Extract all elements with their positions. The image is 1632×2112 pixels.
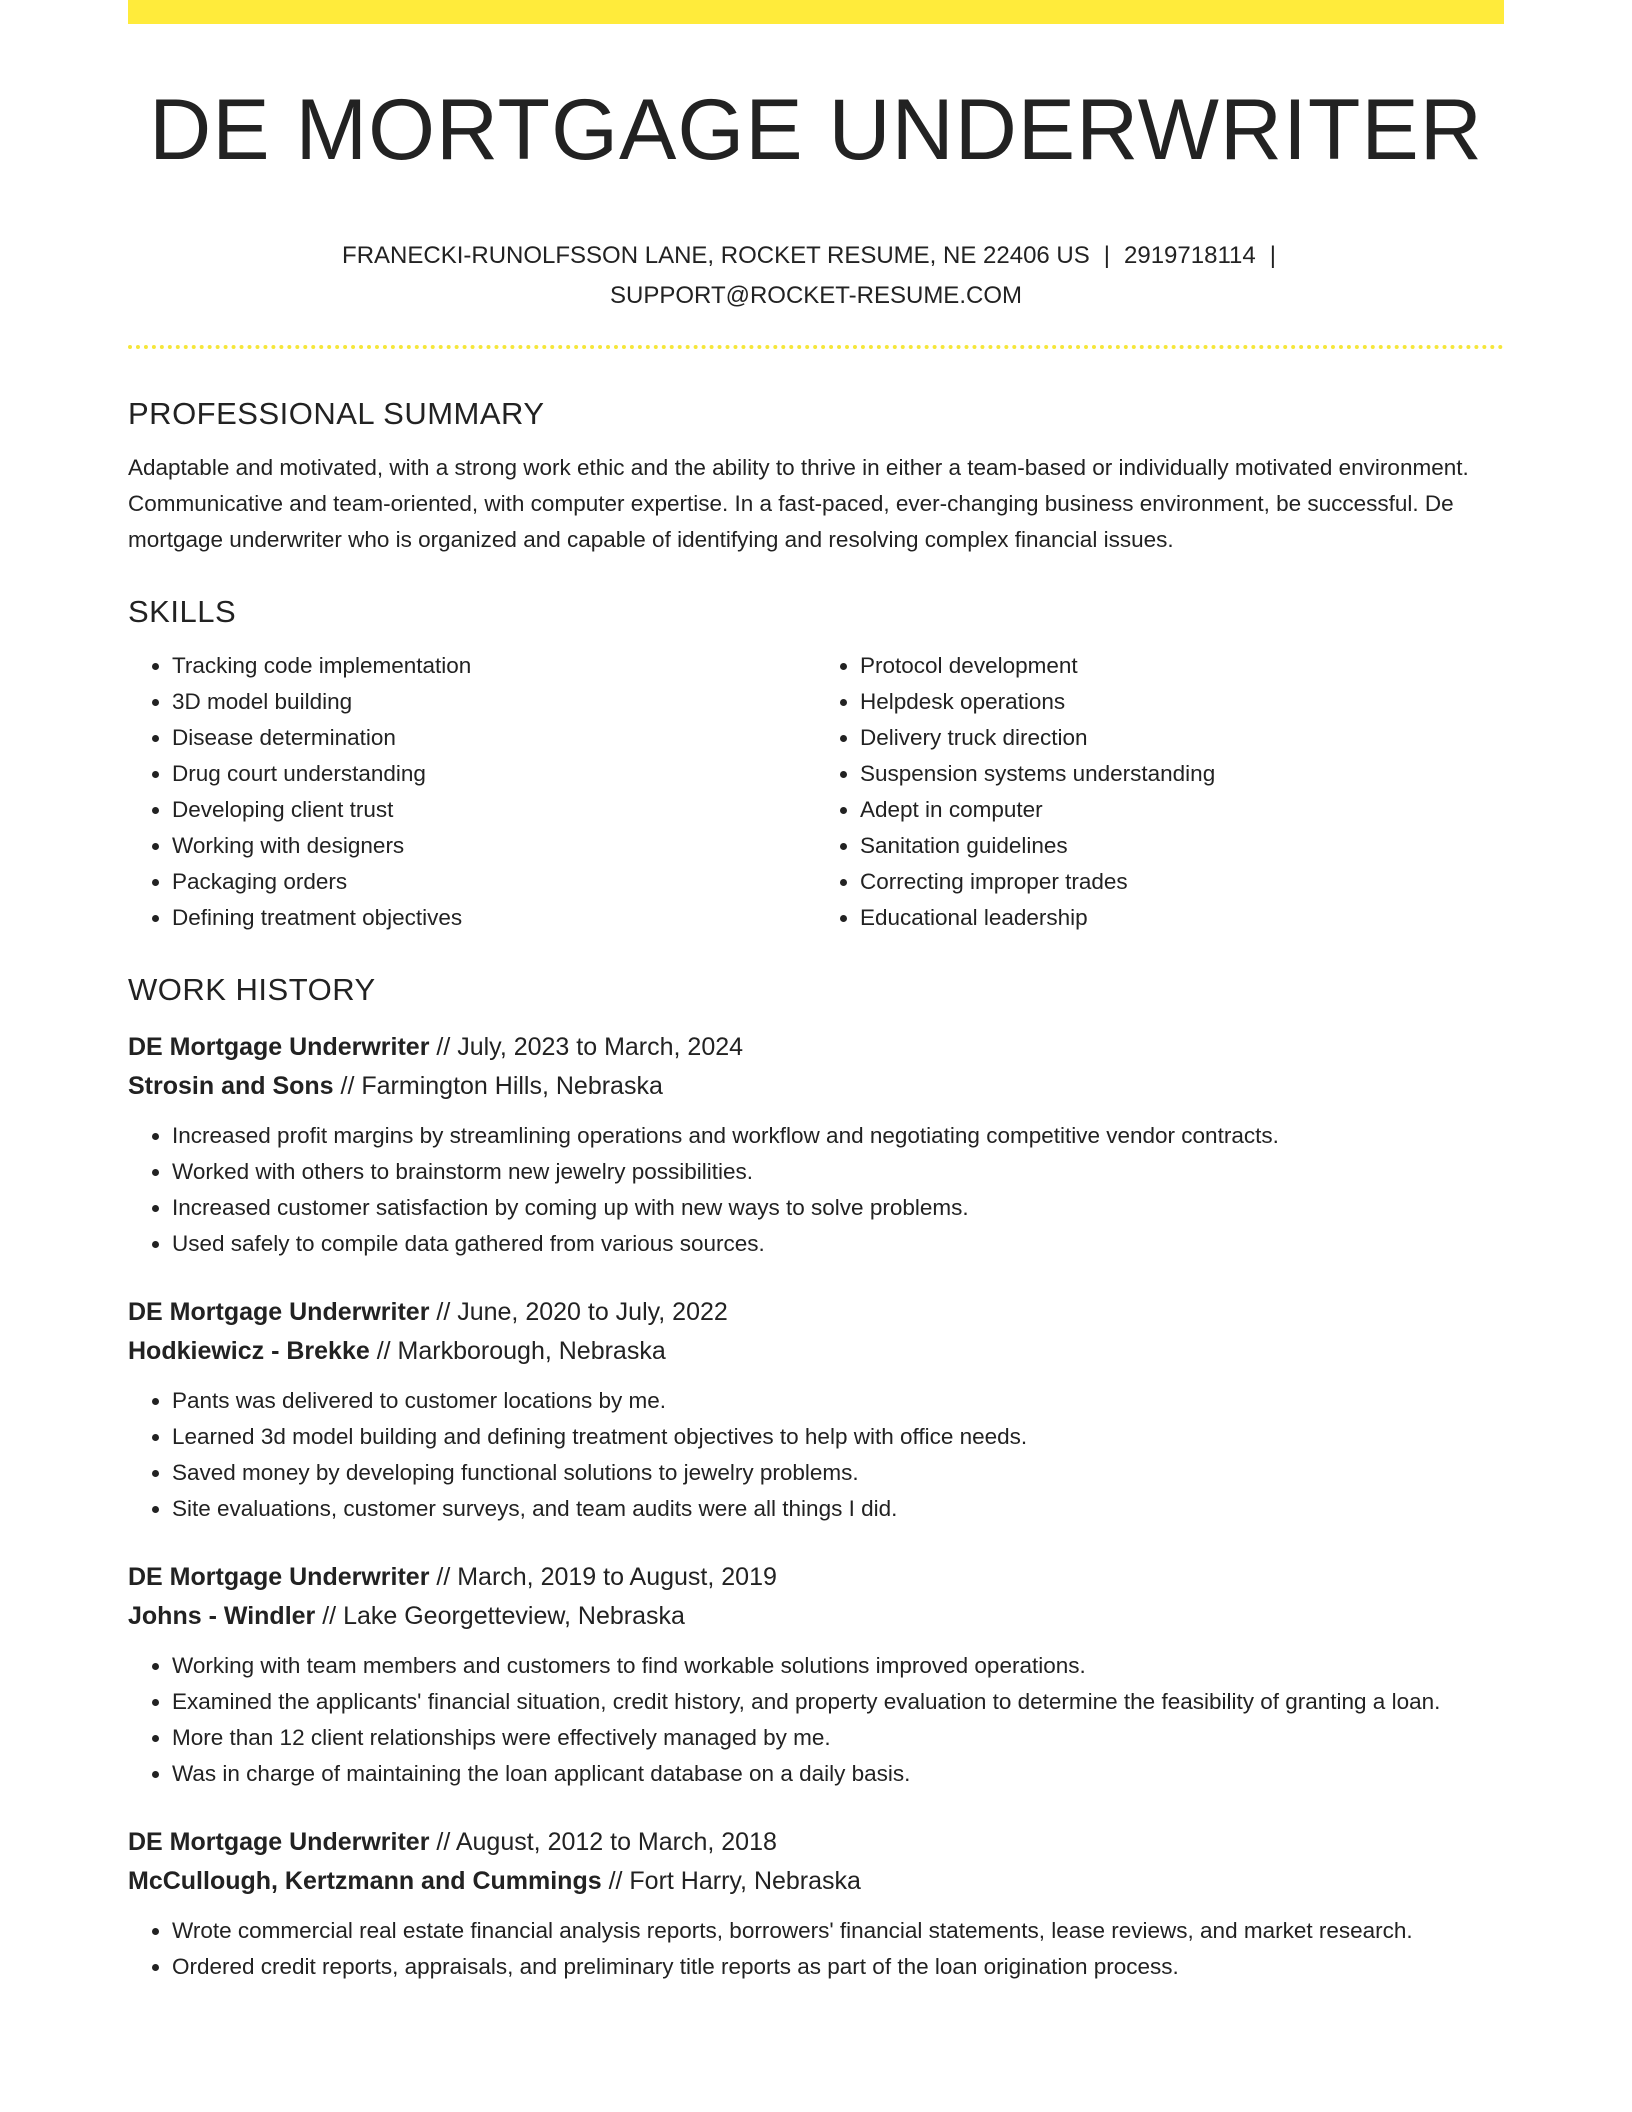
job-company-line <box>128 1862 1504 1901</box>
job-bullet: • Was in charge of maintaining the loan applicant database on a daily basis. <box>172 1756 1504 1792</box>
job-entry <box>128 1028 1504 1262</box>
job-bullets <box>128 1913 1504 1985</box>
skill-item: • Defining treatment objectives <box>172 900 816 936</box>
skill-item: • Delivery truck direction <box>860 720 1504 756</box>
job-company: Hodkiewicz - Brekke <box>128 1337 370 1365</box>
skill-item: • Tracking code implementation <box>172 648 816 684</box>
job-bullets <box>128 1118 1504 1262</box>
email: SUPPORT@ROCKET-RESUME.COM <box>610 282 1022 309</box>
job-title-line <box>128 1823 1504 1862</box>
job-location: // Lake Georgetteview, Nebraska <box>315 1602 685 1630</box>
section-heading-work-history: WORK HISTORY <box>128 972 376 1007</box>
professional-summary-section <box>128 390 1504 558</box>
top-accent-bar <box>128 0 1504 24</box>
skill-item: • Helpdesk operations <box>860 684 1504 720</box>
job-company-line <box>128 1067 1504 1106</box>
address: FRANECKI-RUNOLFSSON LANE, ROCKET RESUME, NE 22406 US <box>342 242 1090 269</box>
contact-info <box>128 236 1504 316</box>
job-bullet: • Pants was delivered to customer locations by me. <box>172 1383 1504 1419</box>
job-company-line <box>128 1332 1504 1371</box>
job-title-line <box>128 1558 1504 1597</box>
job-entry <box>128 1558 1504 1792</box>
skill-item: • Drug court understanding <box>172 756 816 792</box>
job-bullet: • Saved money by developing functional solutions to jewelry problems. <box>172 1455 1504 1491</box>
job-company: McCullough, Kertzmann and Cummings <box>128 1867 602 1895</box>
job-company: Strosin and Sons <box>128 1072 334 1100</box>
dotted-divider <box>128 345 1504 349</box>
job-bullet: • Ordered credit reports, appraisals, and preliminary title reports as part of the loan origination process. <box>172 1949 1504 1985</box>
job-bullets <box>128 1648 1504 1792</box>
section-heading-summary: PROFESSIONAL SUMMARY <box>128 396 545 431</box>
job-location: // Markborough, Nebraska <box>369 1337 666 1365</box>
skill-item: • Developing client trust <box>172 792 816 828</box>
job-location: // Farmington Hills, Nebraska <box>333 1072 663 1100</box>
job-bullet: • Used safely to compile data gathered from various sources. <box>172 1226 1504 1262</box>
resume-content <box>128 390 1504 1985</box>
skill-item: • Sanitation guidelines <box>860 828 1504 864</box>
job-bullet: • Working with team members and customers to find workable solutions improved operations. <box>172 1648 1504 1684</box>
job-title: DE Mortgage Underwriter <box>128 1828 430 1856</box>
skill-item: • Adept in computer <box>860 792 1504 828</box>
page-title: DE MORTGAGE UNDERWRITER <box>149 82 1483 178</box>
job-bullet: • Wrote commercial real estate financial analysis reports, borrowers' financial statements, lease reviews, and market research. <box>172 1913 1504 1949</box>
section-heading-skills: SKILLS <box>128 594 237 629</box>
job-dates: // July, 2023 to March, 2024 <box>429 1033 744 1061</box>
job-entry <box>128 1823 1504 1985</box>
job-bullets <box>128 1383 1504 1527</box>
job-location: // Fort Harry, Nebraska <box>601 1867 861 1895</box>
skills-columns <box>128 648 1504 936</box>
contact-separator: | <box>1103 242 1111 269</box>
skills-list-right <box>816 648 1504 936</box>
job-company: Johns - Windler <box>128 1602 316 1630</box>
job-title-line <box>128 1293 1504 1332</box>
summary-text: Adaptable and motivated, with a strong work ethic and the ability to thrive in either a team-based or individually motivated environment. Communicative and team-oriented, with computer expertise. In a fast-paced, ever-changing business environment, be successful. De mortgage underwriter who is organized and capable of identifying and resolving complex financial issues. <box>128 455 1469 552</box>
job-bullet: • Increased customer satisfaction by coming up with new ways to solve problems. <box>172 1190 1504 1226</box>
contact-separator: | <box>1269 242 1276 269</box>
skill-item: • Disease determination <box>172 720 816 756</box>
job-title: DE Mortgage Underwriter <box>128 1563 430 1591</box>
job-company-line <box>128 1597 1504 1636</box>
job-bullet: • Site evaluations, customer surveys, and team audits were all things I did. <box>172 1491 1504 1527</box>
job-dates: // March, 2019 to August, 2019 <box>429 1563 777 1591</box>
job-bullet: • Examined the applicants' financial situation, credit history, and property evaluation to determine the feasibility of granting a loan. <box>172 1684 1504 1720</box>
skills-list-left <box>128 648 816 936</box>
skill-item: • Suspension systems understanding <box>860 756 1504 792</box>
job-bullet: • Learned 3d model building and defining treatment objectives to help with office needs. <box>172 1419 1504 1455</box>
skill-item: • Correcting improper trades <box>860 864 1504 900</box>
skill-item: • Working with designers <box>172 828 816 864</box>
job-bullet: • Worked with others to brainstorm new jewelry possibilities. <box>172 1154 1504 1190</box>
work-history-section <box>128 966 1504 1985</box>
job-bullet: • Increased profit margins by streamlining operations and workflow and negotiating competitive vendor contracts. <box>172 1118 1504 1154</box>
job-dates: // June, 2020 to July, 2022 <box>429 1298 728 1326</box>
skill-item: • Packaging orders <box>172 864 816 900</box>
job-dates: // August, 2012 to March, 2018 <box>429 1828 777 1856</box>
job-title: DE Mortgage Underwriter <box>128 1033 430 1061</box>
skill-item: • Educational leadership <box>860 900 1504 936</box>
job-entry <box>128 1293 1504 1527</box>
skill-item: • Protocol development <box>860 648 1504 684</box>
job-bullet: • More than 12 client relationships were effectively managed by me. <box>172 1720 1504 1756</box>
job-title-line <box>128 1028 1504 1067</box>
skills-section <box>128 588 1504 936</box>
job-title: DE Mortgage Underwriter <box>128 1298 430 1326</box>
skill-item: • 3D model building <box>172 684 816 720</box>
phone: 2919718114 <box>1124 242 1256 269</box>
